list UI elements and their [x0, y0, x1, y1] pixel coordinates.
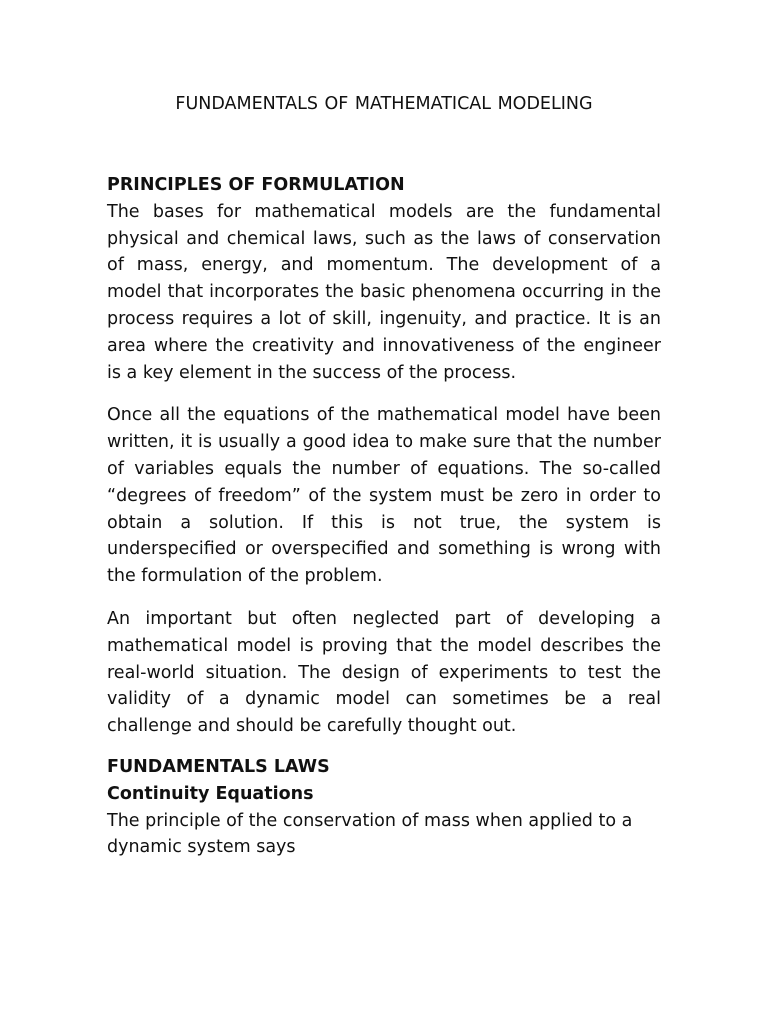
- subsection-heading-continuity: Continuity Equations: [107, 783, 314, 804]
- paragraph: An important but often neglected part of developing a mathematical model is proving that the model describes the real-world situation. The design of experiments to test the validity of a dynamic model can sometimes be a real challenge and should be carefully thought out.: [107, 608, 661, 737]
- paragraph: Once all the equations of the mathematical model have been written, it is usually a good idea to make sure that the number of variables equals the number of equations. The so-called “degrees of freedom” of the system must be zero in order to obtain a solution. If this is not true, the system is underspecified or overspecified and something is wrong with the formulation of the problem.: [107, 405, 661, 587]
- section-heading-principles: PRINCIPLES OF FORMULATION: [107, 175, 405, 195]
- paragraph: The bases for mathematical models are the fundamental physical and chemical laws, such as the laws of conservation of mass, energy, and momentum. The development of a model that incorporates the basic phenomena occurring in the process requires a lot of skill, ingenuity, and practice. It is an area where the creativity and innovativeness of the engineer is a key element in the success of the process.: [107, 201, 661, 383]
- paragraph: The principle of the conservation of mass when applied to a dynamic system says: [107, 810, 633, 858]
- document-title: FUNDAMENTALS OF MATHEMATICAL MODELING: [175, 94, 593, 114]
- document-body: [107, 172, 661, 861]
- section-heading-laws: FUNDAMENTALS LAWS: [107, 756, 330, 777]
